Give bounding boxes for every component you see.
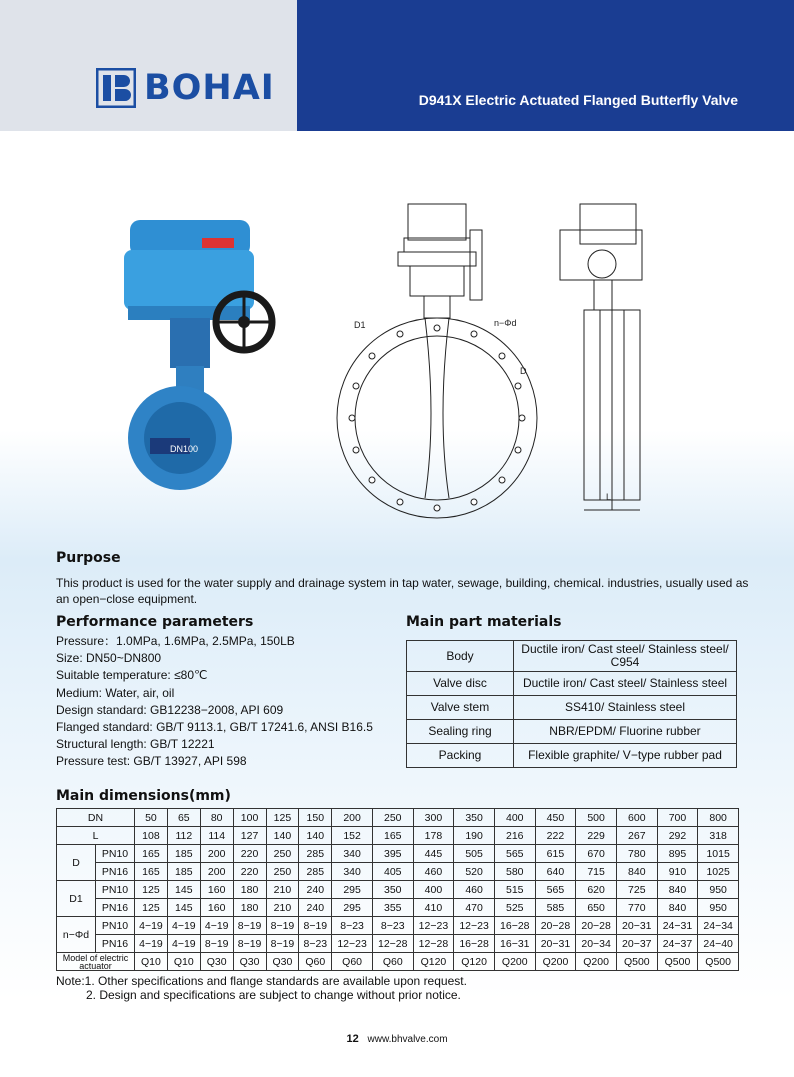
performance-item: Flanged standard: GB/T 9113.1, GB/T 17241.6, ANSI B16.5 (56, 720, 373, 735)
dimension-cell: 460 (454, 881, 495, 899)
dimension-cell: 210 (266, 899, 299, 917)
dimension-cell: 250 (266, 845, 299, 863)
page-title: D941X Electric Actuated Flanged Butterfly Valve (418, 92, 738, 108)
dimension-cell: 340 (332, 863, 373, 881)
dimension-cell: 600 (616, 809, 657, 827)
table-row (407, 641, 737, 672)
dimension-cell: Q200 (576, 953, 617, 971)
dimension-cell: 910 (657, 863, 698, 881)
dimension-cell: 240 (299, 881, 332, 899)
materials-table (406, 640, 737, 768)
dimension-cell: 950 (698, 881, 739, 899)
dimension-cell: 216 (494, 827, 535, 845)
material-part: Valve disc (407, 672, 514, 696)
dimension-cell: 12−23 (413, 917, 454, 935)
label-d1: D1 (354, 320, 366, 330)
dimension-cell: 180 (233, 881, 266, 899)
dimension-cell: Q30 (233, 953, 266, 971)
dimension-cell: 20−28 (535, 917, 576, 935)
material-part: Sealing ring (407, 720, 514, 744)
brand-logo (96, 68, 275, 108)
dimension-cell: Q60 (372, 953, 413, 971)
dimension-cell: 16−28 (454, 935, 495, 953)
dimension-cell: Q500 (698, 953, 739, 971)
website-link[interactable]: www.bhvalve.com (367, 1034, 448, 1045)
dimension-cell: 16−31 (494, 935, 535, 953)
dimension-cell: 640 (535, 863, 576, 881)
pn-label: PN16 (96, 935, 135, 953)
dimension-cell: 8−23 (332, 917, 373, 935)
dimension-cell: 400 (413, 881, 454, 899)
dimension-cell: 150 (299, 809, 332, 827)
dimension-cell: 585 (535, 899, 576, 917)
note-2: 2. Design and specifications are subject to change without prior notice. (86, 988, 461, 1002)
label-d: D (520, 366, 527, 376)
dimension-cell: 50 (135, 809, 168, 827)
dimension-cell: Q10 (167, 953, 200, 971)
dimension-cell: 295 (332, 899, 373, 917)
dimension-cell: 8−19 (266, 917, 299, 935)
dimension-cell: 300 (413, 809, 454, 827)
performance-item: Structural length: GB/T 12221 (56, 737, 215, 752)
dimension-cell: 220 (233, 845, 266, 863)
dimension-cell: Q500 (657, 953, 698, 971)
side-view-drawing (560, 204, 642, 510)
dimension-cell: 140 (266, 827, 299, 845)
dimension-cell: 8−23 (372, 917, 413, 935)
dimension-cell: 520 (454, 863, 495, 881)
dimension-cell: 580 (494, 863, 535, 881)
dimension-cell: 565 (494, 845, 535, 863)
dimension-cell: 318 (698, 827, 739, 845)
dimension-cell: 200 (200, 845, 233, 863)
dimension-cell: 185 (167, 863, 200, 881)
dimension-cell: 840 (616, 863, 657, 881)
header-right-panel (297, 0, 794, 131)
dimension-cell: 410 (413, 899, 454, 917)
dimension-cell: 165 (135, 845, 168, 863)
purpose-text: This product is used for the water supply and drainage system in tap water, sewage, building, chemical. industries, usually used as an open−close equipment. (56, 576, 749, 606)
dimension-cell: 140 (299, 827, 332, 845)
dimension-cell: 405 (372, 863, 413, 881)
dimension-cell: 350 (372, 881, 413, 899)
dimension-cell: 285 (299, 845, 332, 863)
dimension-cell: 505 (454, 845, 495, 863)
dimension-cell: 125 (135, 899, 168, 917)
dimension-cell: 285 (299, 863, 332, 881)
table-row (407, 744, 737, 768)
dimension-cell: 8−19 (233, 935, 266, 953)
dimension-cell: 450 (535, 809, 576, 827)
dimension-cell: 24−37 (657, 935, 698, 953)
material-value: Flexible graphite/ V−type rubber pad (514, 744, 737, 768)
dimension-cell: 250 (372, 809, 413, 827)
dimension-cell: 4−19 (167, 935, 200, 953)
dimension-cell: 127 (233, 827, 266, 845)
material-value: Ductile iron/ Cast steel/ Stainless steel/ C954 (514, 641, 737, 672)
dimension-cell: 160 (200, 899, 233, 917)
performance-item: Pressure test: GB/T 13927, API 598 (56, 754, 247, 769)
dimension-cell: 240 (299, 899, 332, 917)
dimension-cell: 350 (454, 809, 495, 827)
nameplate-text: DN100 (170, 444, 199, 454)
dimension-cell: Q200 (535, 953, 576, 971)
performance-item: Size: DN50~DN800 (56, 651, 162, 666)
table-row-l (57, 827, 739, 845)
row-label: Model of electric actuator (57, 953, 135, 971)
dimension-cell: 1025 (698, 863, 739, 881)
bohai-logo-icon (96, 68, 136, 108)
dimension-cell: 8−19 (299, 917, 332, 935)
dimension-cell: 200 (332, 809, 373, 827)
label-l: L (606, 492, 612, 502)
table-row-d1-pn16 (57, 899, 739, 917)
table-row (407, 720, 737, 744)
row-label: D1 (57, 881, 96, 917)
dimension-cell: 80 (200, 809, 233, 827)
notes (56, 974, 467, 1002)
dimension-cell: 20−31 (535, 935, 576, 953)
dimension-cell: 160 (200, 881, 233, 899)
dimension-cell: 114 (200, 827, 233, 845)
dimension-cell: 700 (657, 809, 698, 827)
dimension-cell: 125 (135, 881, 168, 899)
dimension-cell: 620 (576, 881, 617, 899)
dimension-cell: 895 (657, 845, 698, 863)
front-view-drawing (337, 204, 537, 518)
dimension-cell: 20−28 (576, 917, 617, 935)
dimension-cell: 16−28 (494, 917, 535, 935)
header-left-panel (0, 0, 297, 131)
dimension-cell: 190 (454, 827, 495, 845)
table-row-actuator (57, 953, 739, 971)
dimension-cell: Q30 (266, 953, 299, 971)
pn-label: PN10 (96, 917, 135, 935)
dimension-cell: Q500 (616, 953, 657, 971)
dimension-cell: 20−31 (616, 917, 657, 935)
dimension-cell: 725 (616, 881, 657, 899)
dimension-cell: 355 (372, 899, 413, 917)
dimension-cell: 12−28 (413, 935, 454, 953)
page-number: 12 (346, 1033, 359, 1045)
material-value: SS410/ Stainless steel (514, 696, 737, 720)
dimension-cell: 145 (167, 899, 200, 917)
dimension-cell: 178 (413, 827, 454, 845)
dimension-cell: 65 (167, 809, 200, 827)
dimension-cell: 24−34 (698, 917, 739, 935)
dimension-cell: 615 (535, 845, 576, 863)
materials-heading: Main part materials (406, 614, 562, 630)
dimension-cell: 222 (535, 827, 576, 845)
material-part: Valve stem (407, 696, 514, 720)
dimension-cell: 180 (233, 899, 266, 917)
row-label: DN (57, 809, 135, 827)
dimension-cell: 108 (135, 827, 168, 845)
dimension-cell: 8−19 (233, 917, 266, 935)
dimension-cell: 500 (576, 809, 617, 827)
dimension-cell: 12−23 (454, 917, 495, 935)
performance-item: Medium: Water, air, oil (56, 685, 175, 700)
pn-label: PN10 (96, 845, 135, 863)
dimension-cell: 4−19 (167, 917, 200, 935)
material-value: NBR/EPDM/ Fluorine rubber (514, 720, 737, 744)
dimension-cell: 840 (657, 881, 698, 899)
dimension-cell: 445 (413, 845, 454, 863)
material-value: Ductile iron/ Cast steel/ Stainless steel (514, 672, 737, 696)
performance-item: Suitable temperature: ≤80℃ (56, 668, 208, 683)
performance-heading: Performance parameters (56, 614, 254, 630)
purpose-heading: Purpose (56, 550, 121, 566)
dimension-cell: 460 (413, 863, 454, 881)
dimension-cell: 395 (372, 845, 413, 863)
performance-list (56, 633, 373, 771)
dimension-cell: 145 (167, 881, 200, 899)
dimension-cell: 112 (167, 827, 200, 845)
dimension-cell: Q60 (299, 953, 332, 971)
table-row-d1-pn10 (57, 881, 739, 899)
dimension-cell: 250 (266, 863, 299, 881)
table-row-n-pn10 (57, 917, 739, 935)
row-label: D (57, 845, 96, 881)
dimension-cell: 840 (657, 899, 698, 917)
dimension-cell: Q30 (200, 953, 233, 971)
dimension-cell: 12−23 (332, 935, 373, 953)
dimension-cell: 4−19 (135, 935, 168, 953)
dimension-cell: 770 (616, 899, 657, 917)
dimension-cell: 4−19 (200, 917, 233, 935)
dimension-cell: 295 (332, 881, 373, 899)
table-row-n-pn16 (57, 935, 739, 953)
dimension-cell: Q10 (135, 953, 168, 971)
dimension-cell: 8−23 (299, 935, 332, 953)
dimension-cell: 125 (266, 809, 299, 827)
dimension-cell: Q120 (454, 953, 495, 971)
dimension-cell: 267 (616, 827, 657, 845)
dimension-cell: 220 (233, 863, 266, 881)
table-row (407, 672, 737, 696)
dimension-cell: 470 (454, 899, 495, 917)
dimension-cell: 185 (167, 845, 200, 863)
label-nphi: n−Φd (494, 318, 517, 328)
dimension-cell: 400 (494, 809, 535, 827)
dimension-cell: 8−19 (266, 935, 299, 953)
table-row (407, 696, 737, 720)
dimensions-table (56, 808, 739, 971)
brand-name: BOHAI (144, 68, 275, 108)
dimension-cell: 4−19 (135, 917, 168, 935)
dimension-cell: 20−37 (616, 935, 657, 953)
performance-item: Pressure：1.0MPa, 1.6MPa, 2.5MPa, 150LB (56, 634, 295, 648)
dimension-cell: 515 (494, 881, 535, 899)
dimension-cell: 1015 (698, 845, 739, 863)
dimension-cell: 565 (535, 881, 576, 899)
table-row-d-pn16 (57, 863, 739, 881)
table-row-dn (57, 809, 739, 827)
dimension-cell: 292 (657, 827, 698, 845)
dimension-cell: 650 (576, 899, 617, 917)
dimension-cell: 152 (332, 827, 373, 845)
dimension-cell: 8−19 (200, 935, 233, 953)
table-row-d-pn10 (57, 845, 739, 863)
dimension-cell: 950 (698, 899, 739, 917)
dimension-cell: 670 (576, 845, 617, 863)
dimension-cell: 24−31 (657, 917, 698, 935)
dimension-cell: 20−34 (576, 935, 617, 953)
dimension-cell: 525 (494, 899, 535, 917)
dimension-cell: 200 (200, 863, 233, 881)
dimension-cell: 165 (372, 827, 413, 845)
note-1: Note:1. Other specifications and flange standards are available upon request. (56, 974, 467, 988)
dimension-cell: 210 (266, 881, 299, 899)
valve-photo (124, 220, 272, 490)
dimension-cell: 12−28 (372, 935, 413, 953)
dimension-cell: Q60 (332, 953, 373, 971)
pn-label: PN16 (96, 899, 135, 917)
row-label: n−Φd (57, 917, 96, 953)
material-part: Body (407, 641, 514, 672)
dimension-cell: 800 (698, 809, 739, 827)
dimension-cell: 780 (616, 845, 657, 863)
product-figures (0, 180, 794, 520)
pn-label: PN10 (96, 881, 135, 899)
dimension-cell: 24−40 (698, 935, 739, 953)
dimension-cell: 340 (332, 845, 373, 863)
pn-label: PN16 (96, 863, 135, 881)
dimension-cell: Q200 (494, 953, 535, 971)
dimension-cell: Q120 (413, 953, 454, 971)
material-part: Packing (407, 744, 514, 768)
row-label: L (57, 827, 135, 845)
performance-item: Design standard: GB12238−2008, API 609 (56, 702, 284, 717)
dimension-cell: 165 (135, 863, 168, 881)
dimension-cell: 229 (576, 827, 617, 845)
dimensions-heading: Main dimensions(mm) (56, 788, 231, 804)
dimension-cell: 715 (576, 863, 617, 881)
dimension-cell: 100 (233, 809, 266, 827)
page-footer (0, 1033, 794, 1045)
